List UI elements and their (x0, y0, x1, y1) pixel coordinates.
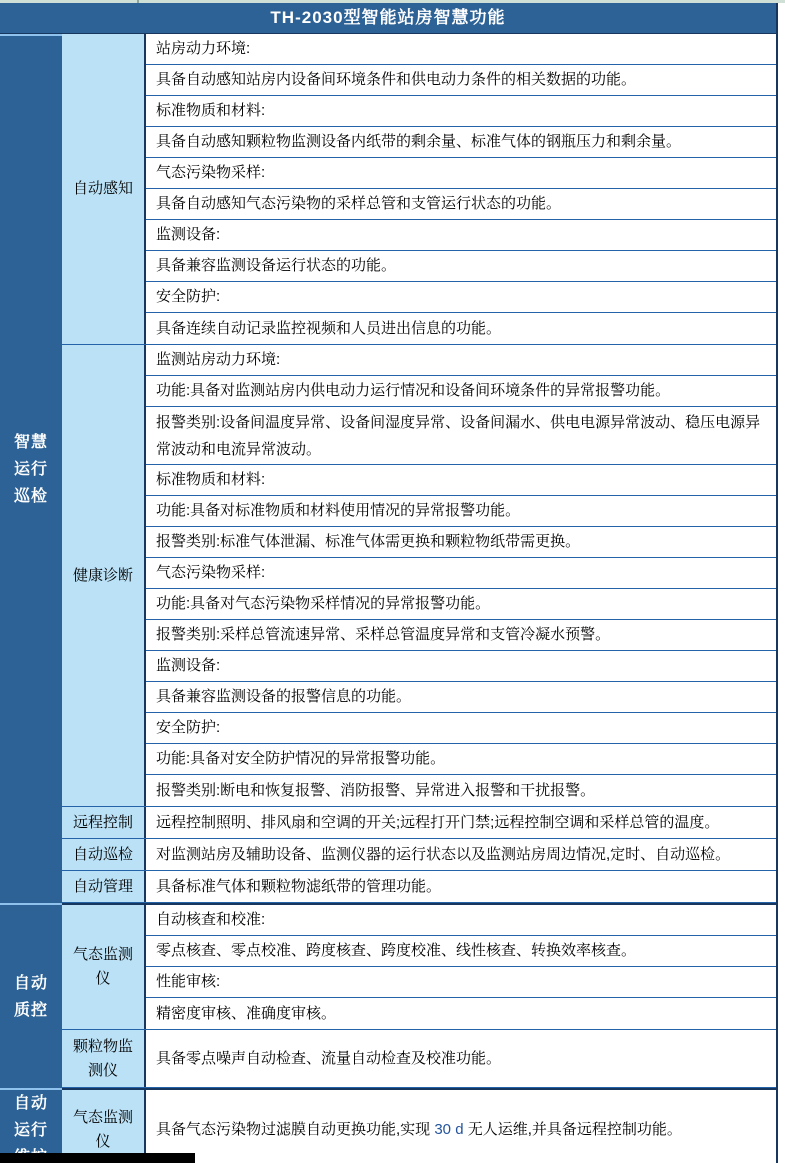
section-label-line: 巡检 (13, 488, 48, 505)
group-rows (146, 34, 776, 344)
table-row (146, 651, 776, 682)
table-row (146, 376, 776, 407)
table-row (146, 282, 776, 313)
table-row (146, 713, 776, 744)
section-groups (62, 34, 776, 903)
table-row (146, 1090, 776, 1163)
group-rows (146, 1030, 776, 1087)
group-rows (146, 345, 776, 806)
table-row (146, 558, 776, 589)
row-text: 安全防护: (156, 288, 221, 305)
function-group (62, 1030, 776, 1088)
table-row (146, 871, 776, 902)
row-text: 报警类别:标准气体泄漏、标准气体需更换和颗粒物纸带需更换。 (156, 533, 581, 550)
table-row (146, 34, 776, 65)
row-text: 气态污染物采样: (156, 564, 266, 581)
row-text: 远程控制照明、排风扇和空调的开关;远程打开门禁;远程控制空调和采样总管的温度。 (156, 813, 720, 831)
table-title: TH-2030型智能站房智慧功能 (0, 3, 776, 34)
section-groups (62, 1088, 776, 1163)
group-label-cell (62, 839, 146, 870)
section (0, 903, 776, 1088)
row-text: 具备兼容监测设备运行状态的功能。 (156, 257, 397, 274)
table-row (146, 158, 776, 189)
group-label-cell (62, 871, 146, 902)
section-label-cell (0, 34, 62, 903)
section-groups (62, 903, 776, 1088)
top-strip (0, 0, 785, 3)
row-text: 监测设备: (156, 657, 221, 674)
group-rows (146, 871, 776, 902)
table-row (146, 775, 776, 806)
table-row (146, 313, 776, 344)
row-text: 具备兼容监测设备的报警信息的功能。 (156, 688, 412, 705)
table-row (146, 251, 776, 282)
section-label-line: 运行 (13, 461, 48, 478)
table-row (146, 967, 776, 998)
group-label: 气态监测仪 (72, 1109, 133, 1150)
row-text-post: 无人运维,并具备远程控制功能。 (463, 1121, 682, 1138)
row-text: 报警类别:采样总管流速异常、采样总管温度异常和支管冷凝水预警。 (156, 626, 611, 643)
table-row (146, 496, 776, 527)
row-text: 具备连续自动记录监控视频和人员进出信息的功能。 (156, 319, 502, 337)
function-group (62, 345, 776, 807)
section-label-cell (0, 903, 62, 1088)
row-text: 自动核查和校准: (156, 911, 266, 928)
table-row (146, 998, 776, 1029)
row-text: 具备自动感知颗粒物监测设备内纸带的剩余量、标准气体的钢瓶压力和剩余量。 (156, 133, 682, 150)
row-text: 站房动力环境: (156, 40, 251, 57)
section-label-line: 自动 (13, 974, 48, 992)
table-row (146, 65, 776, 96)
section-label-line: 质控 (13, 1001, 48, 1019)
smart-station-function-table (0, 3, 778, 1163)
row-text: 标准物质和材料: (156, 102, 266, 119)
table-row (146, 127, 776, 158)
row-text: 标准物质和材料: (156, 471, 266, 488)
group-label: 健康诊断 (72, 566, 133, 584)
function-group (62, 807, 776, 839)
table-body (0, 34, 776, 1163)
table-row (146, 905, 776, 936)
row-text: 精密度审核、准确度审核。 (156, 1004, 337, 1022)
table-row (146, 220, 776, 251)
row-text-highlight: 30 d (434, 1121, 464, 1138)
section-label-cell (0, 1088, 62, 1163)
table-row (146, 96, 776, 127)
group-label: 颗粒物监测仪 (72, 1037, 133, 1079)
group-label: 自动感知 (72, 180, 133, 197)
row-text: 功能:具备对安全防护情况的异常报警功能。 (156, 750, 446, 767)
function-group (62, 905, 776, 1030)
group-label-cell (62, 34, 146, 344)
row-text: 监测站房动力环境: (156, 351, 281, 368)
group-rows (146, 839, 776, 870)
row-text: 监测设备: (156, 226, 221, 243)
row-text: 零点核查、零点校准、跨度核查、跨度校准、线性核查、转换效率核查。 (156, 942, 637, 959)
table-row (146, 465, 776, 496)
function-group (62, 839, 776, 871)
group-label-cell (62, 345, 146, 806)
table-row (146, 682, 776, 713)
row-text: 安全防护: (156, 719, 221, 736)
table-row (146, 936, 776, 967)
table-row (146, 839, 776, 870)
table-row (146, 1030, 776, 1087)
row-text: 功能:具备对监测站房内供电动力运行情况和设备间环境条件的异常报警功能。 (156, 382, 671, 399)
row-text: 具备自动感知站房内设备间环境条件和供电动力条件的相关数据的功能。 (156, 71, 637, 88)
table-row (146, 527, 776, 558)
section-label-line: 智慧 (13, 434, 48, 451)
table-row (146, 589, 776, 620)
row-text: 功能:具备对标准物质和材料使用情况的异常报警功能。 (156, 502, 521, 519)
group-label: 远程控制 (72, 813, 133, 831)
row-text: 气态污染物采样: (156, 164, 266, 181)
row-text (156, 1120, 682, 1140)
row-text: 具备零点噪声自动检查、流量自动检查及校准功能。 (156, 1049, 502, 1067)
table-row (146, 620, 776, 651)
table-row (146, 189, 776, 220)
table-row (146, 744, 776, 775)
section-label-line: 自动 (13, 1095, 48, 1112)
table-row (146, 807, 776, 838)
group-label: 自动管理 (72, 877, 133, 895)
group-label-cell (62, 905, 146, 1029)
row-text: 报警类别:设备间温度异常、设备间湿度异常、设备间漏水、供电电源异常波动、稳压电源异常波动和电流异常波动。 (156, 414, 761, 458)
row-text: 性能审核: (156, 973, 221, 990)
group-label: 气态监测仪 (72, 946, 133, 987)
section (0, 34, 776, 903)
section (0, 1088, 776, 1163)
group-rows (146, 905, 776, 1029)
row-text: 具备标准气体和颗粒物滤纸带的管理功能。 (156, 877, 442, 895)
row-text: 对监测站房及辅助设备、监测仪器的运行状态以及监测站房周边情况,定时、自动巡检。 (156, 845, 731, 863)
row-text: 具备自动感知气态污染物的采样总管和支管运行状态的功能。 (156, 195, 562, 212)
table-row (146, 345, 776, 376)
bottom-black-strip (0, 1153, 195, 1163)
group-label-cell (62, 1030, 146, 1087)
row-text-pre: 具备气态污染物过滤膜自动更换功能,实现 (156, 1121, 435, 1138)
table-row (146, 407, 776, 465)
group-rows (146, 1090, 776, 1163)
top-strip-tick (137, 0, 139, 3)
function-group (62, 34, 776, 345)
group-label: 自动巡检 (72, 845, 133, 863)
group-label-cell (62, 807, 146, 838)
group-rows (146, 807, 776, 838)
row-text: 报警类别:断电和恢复报警、消防报警、异常进入报警和干扰报警。 (156, 781, 596, 799)
row-text: 功能:具备对气态污染物采样情况的异常报警功能。 (156, 595, 491, 612)
section-label-line: 运行 (13, 1122, 48, 1139)
function-group (62, 871, 776, 903)
